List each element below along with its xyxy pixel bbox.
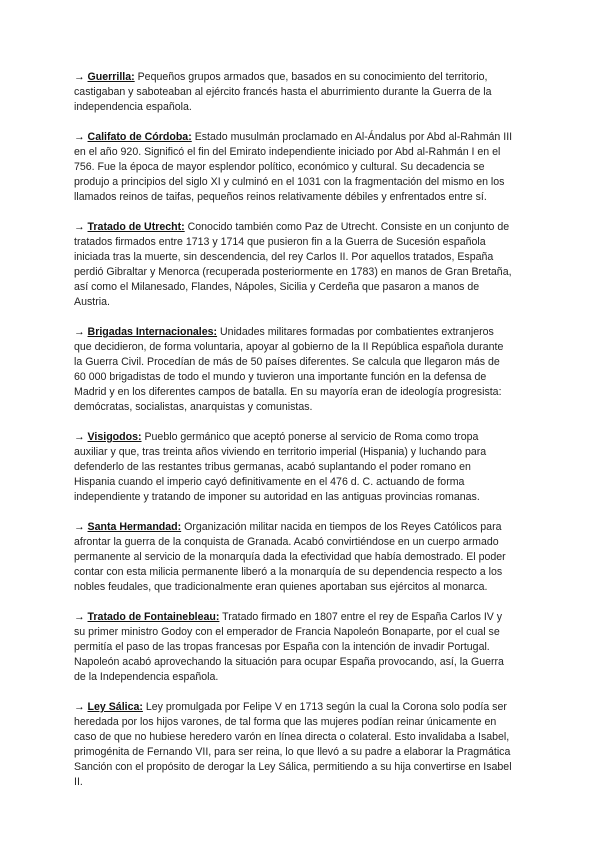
arrow-icon: → [74, 611, 88, 623]
arrow-icon: → [74, 326, 88, 338]
term-brigadas: Brigadas Internacionales: [87, 326, 218, 338]
arrow-icon: → [74, 221, 88, 233]
arrow-icon: → [74, 71, 88, 83]
term-ley-salica: Ley Sálica: [87, 701, 143, 713]
term-hermandad: Santa Hermandad: [87, 521, 182, 533]
definition-ley-salica: Ley promulgada por Felipe V en 1713 según la cual la Corona solo podía ser heredada por los hijos varones, de tal forma que las mujeres podían reinar únicamente en caso de que no hubiese heredero varón en línea directa o colateral. Esto invalidaba a Isabel, primogénita de Fernando VII, para ser reina, lo que llevó a su padre a elaborar la Pragmática Sanción con el propósito de derogar la Ley Sálica, permitiendo a su hija convertirse en Isabel II. [74, 701, 512, 788]
arrow-icon: → [74, 521, 88, 533]
term-utrecht: Tratado de Utrecht: [87, 221, 185, 233]
arrow-icon: → [74, 431, 88, 443]
glossary-entry-visigodos [74, 430, 514, 505]
arrow-icon: → [74, 701, 88, 713]
glossary-entry-guerrilla [74, 70, 514, 115]
definition-hermandad: Organización militar nacida en tiempos de los Reyes Católicos para afrontar la guerra de la conquista de Granada. Acabó convirtiéndose en un cuerpo armado permanente al servicio de la monarquía dada la efectividad que había demostrado. El poder contar con esta milicia permanente liberó a la monarquía de su dependencia respecto a los nobles feudales, que tradicionalmente eran quienes aportaban sus ejércitos al monarca. [74, 521, 506, 593]
glossary-entry-califato [74, 130, 514, 205]
glossary-entry-ley-salica [74, 700, 514, 790]
term-califato: Califato de Córdoba: [87, 131, 192, 143]
arrow-icon: → [74, 131, 88, 143]
glossary-entry-utrecht [74, 220, 514, 310]
glossary-entry-hermandad [74, 520, 514, 595]
definition-guerrilla: Pequeños grupos armados que, basados en su conocimiento del territorio, castigaban y saboteaban al ejército francés hasta el aburrimiento durante la Guerra de la independencia española. [74, 71, 492, 113]
term-guerrilla: Guerrilla: [87, 71, 135, 83]
term-fontainebleau: Tratado de Fontainebleau: [87, 611, 220, 623]
definition-visigodos: Pueblo germánico que aceptó ponerse al servicio de Roma como tropa auxiliar y que, tras treinta años viviendo en territorio imperial (Hispania) y luchando para defenderlo de las restantes tribus germanas, acabó suplantando el poder romano en Hispania cuando el imperio cayó definitivamente en el 476 d. C. actuando de forma independiente y tratando de imponer su autoridad en las antiguas provincias romanas. [74, 431, 487, 503]
glossary-entry-brigadas [74, 325, 514, 415]
definition-califato: Estado musulmán proclamado en Al-Ándalus por Abd al-Rahmán III en el año 920. Significó el fin del Emirato independiente iniciado por Abd al-Rahmán I en el 756. Fue la época de mayor esplendor político, económico y cultural. Su decadencia se produjo a principios del siglo XI y culminó en el 1031 con la fragmentación del mismo en los llamados reinos de taifas, pequeños reinos relativamente débiles y enfrentados entre sí. [74, 131, 513, 203]
definition-fontainebleau: Tratado firmado en 1807 entre el rey de España Carlos IV y su primer ministro Godoy con el emperador de Francia Napoleón Bonaparte, por el cual se permitía el paso de las tropas francesas por España con la intención de invadir Portugal. Napoleón acabó aprovechando la situación para ocupar España provocando, así, la Guerra de la Independencia española. [74, 611, 504, 683]
definition-utrecht: Conocido también como Paz de Utrecht. Consiste en un conjunto de tratados firmados entre 1713 y 1714 que pusieron fin a la Guerra de Sucesión española iniciada tras la muerte, sin descendencia, del rey Carlos II. Por aquellos tratados, España perdió Gibraltar y Menorca (recuperada posteriormente en 1783) en manos de Gran Bretaña, así como el Milanesado, Flandes, Nápoles, Sicilia y Cerdeña que pasaron a manos de Austria. [74, 221, 512, 308]
term-visigodos: Visigodos: [87, 431, 142, 443]
glossary-entry-fontainebleau [74, 610, 514, 685]
definition-brigadas: Unidades militares formadas por combatientes extranjeros que decidieron, de forma voluntaria, apoyar al gobierno de la II República española durante la Guerra Civil. Procedían de más de 50 países diferentes. Se calcula que llegaron más de 60 000 brigadistas de todo el mundo y tuvieron una importante función en la defensa de Madrid y en los diferentes campos de batalla. En su mayoría eran de ideología progresista: demócratas, socialistas, anarquistas y comunistas. [74, 326, 504, 413]
